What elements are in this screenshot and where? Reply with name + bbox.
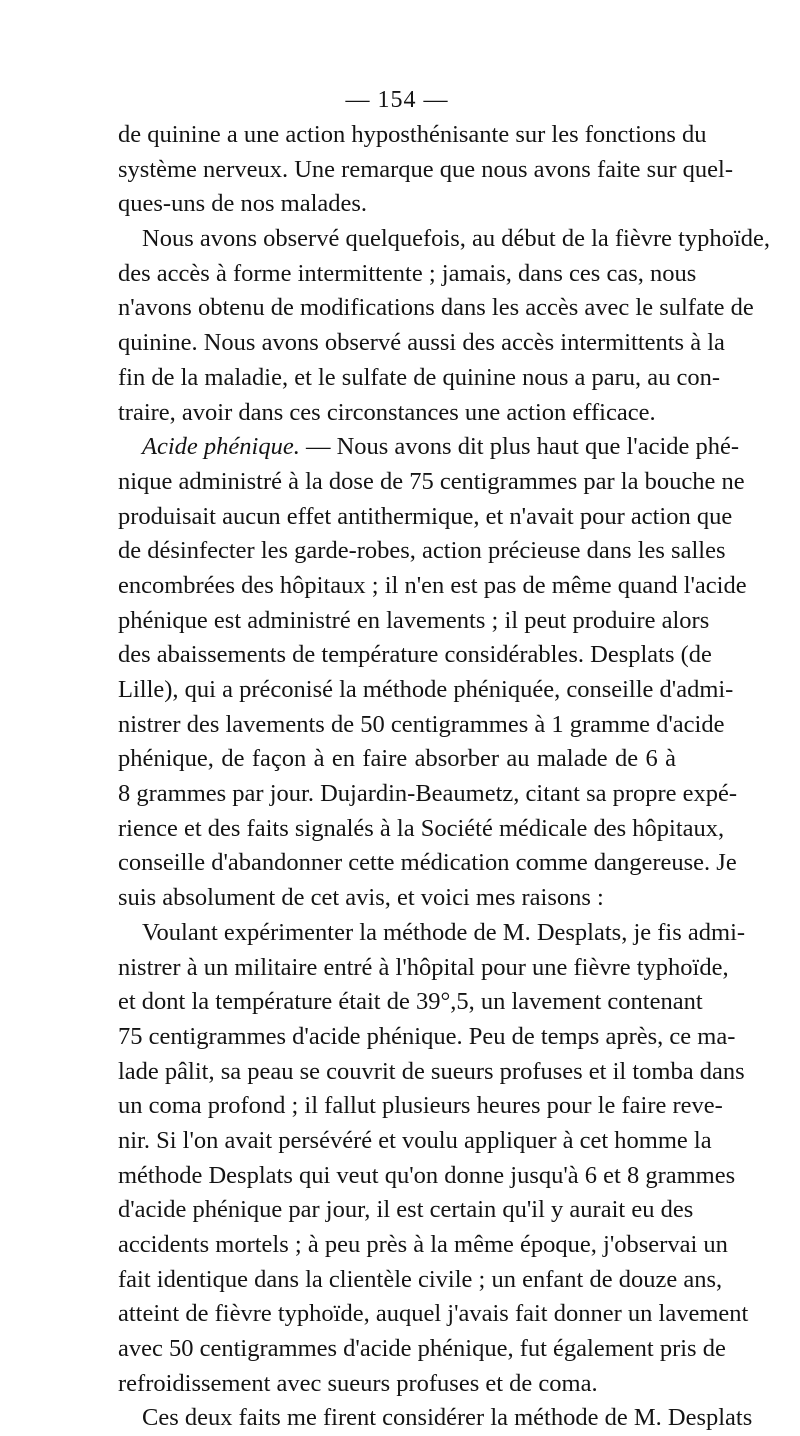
text-line: des accès à forme intermittente ; jamais, dans ces cas, nous [118,259,697,287]
text-line: 8 grammes par jour. Dujardin-Beaumetz, citant sa propre expé- [118,780,738,808]
text-line: 75 centigrammes d'acide phénique. Peu de temps après, ce ma- [118,1022,736,1050]
heading-continuation: — Nous avons dit plus haut que l'acide phé- [299,433,740,461]
paragraph-1 [118,118,734,222]
text-line: nir. Si l'on avait persévéré et voulu appliquer à cet homme la [118,1126,712,1154]
book-page [118,86,770,1436]
section-heading: Acide phénique. [142,433,300,461]
page-number: — 154 — [345,87,449,113]
text-line: lade pâlit, sa peau se couvrit de sueurs profuses et il tomba dans [118,1057,745,1085]
text-line: traire, avoir dans ces circonstances une action efficace. [118,398,656,426]
text-line: avec 50 centigrammes d'acide phénique, fut également pris de [118,1335,726,1363]
text-line: méthode Desplats qui veut qu'on donne jusqu'à 6 et 8 grammes [118,1161,736,1189]
text-line: nistrer à un militaire entré à l'hôpital pour une fièvre typhoïde, [118,953,729,981]
text-line: des abaissements de température considérables. Desplats (de [118,641,712,669]
text-line-with-heading [118,430,740,465]
text-line: encombrées des hôpitaux ; il n'en est pas de même quand l'acide [118,571,747,599]
text-line: refroidissement avec sueurs profuses et de coma. [118,1369,598,1397]
text-line: un coma profond ; il fallut plusieurs heures pour le faire reve- [118,1092,723,1120]
text-line: rience et des faits signalés à la Société médicale des hôpitaux, [118,814,725,842]
paragraph-4 [118,916,749,1402]
text-line: de quinine a une action hyposthénisante sur les fonctions du [118,121,707,148]
text-line: nistrer des lavements de 50 centigrammes à 1 gramme d'acide [118,710,725,738]
text-line: d'acide phénique par jour, il est certain qu'il y aurait eu des [118,1196,694,1224]
text-line: accidents mortels ; à peu près à la même époque, j'observai un [118,1231,728,1258]
text-line: nique administré à la dose de 75 centigrammes par la bouche ne [118,467,745,495]
text-line: Voulant expérimenter la méthode de M. Desplats, je fis admi- [142,918,746,946]
text-line: quinine. Nous avons observé aussi des accès intermittents à la [118,329,725,357]
text-line: et dont la température était de 39°,5, un lavement contenant [118,988,703,1016]
text-line: conseille d'abandonner cette médication comme dangereuse. Je [118,849,737,877]
text-line: phénique, de façon à en faire absorber au malade de 6 à [118,745,676,773]
text-line: ques-uns de nos malades. [118,190,368,218]
text-line: n'avons obtenu de modifications dans les accès avec le sulfate de [118,294,754,322]
text-line: fin de la maladie, et le sulfate de quinine nous a paru, au con- [118,363,721,391]
text-line: Ces deux faits me firent considérer la méthode de M. Desplats [142,1404,753,1432]
text-line: Lille), qui a préconisé la méthode phéniquée, conseille d'admi- [118,676,734,703]
text-line: fait identique dans la clientèle civile ; un enfant de douze ans, [118,1265,723,1293]
paragraph-5 [118,1401,753,1436]
text-line: Nous avons observé quelquefois, au début de la fièvre typhoïde, [142,225,770,253]
text-line: produisait aucun effet antithermique, et n'avait pour action que [118,502,733,530]
text-line: de désinfecter les garde-robes, action précieuse dans les salles [118,537,726,565]
text-line: suis absolument de cet avis, et voici mes raisons : [118,884,604,912]
paragraph-acide-phenique [118,430,747,916]
paragraph-2 [118,222,770,430]
text-line: système nerveux. Une remarque que nous avons faite sur quel- [118,155,734,183]
text-line: phénique est administré en lavements ; il peut produire alors [118,606,710,634]
text-line: atteint de fièvre typhoïde, auquel j'avais fait donner un lavement [118,1300,749,1328]
